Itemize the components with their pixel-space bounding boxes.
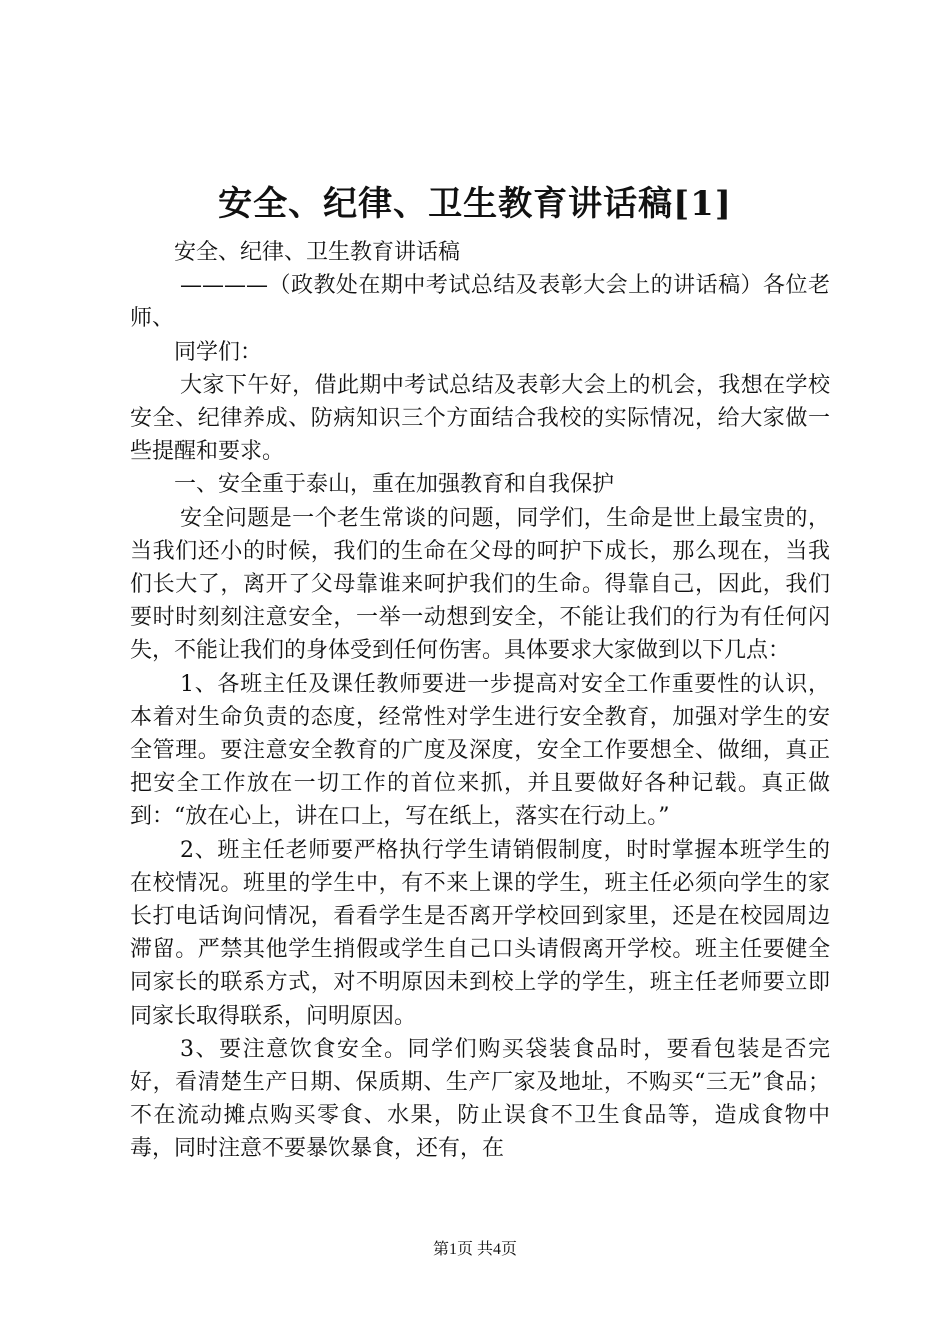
body-paragraph: 大家下午好，借此期中考试总结及表彰大会上的机会，我想在学校安全、纪律养成、防病知识三个方面结合我校的实际情况，给大家做一些提醒和要求。 xyxy=(130,372,830,465)
list-item-paragraph: 3、要注意饮食安全。同学们购买袋装食品时，要看包装是否完好，看清楚生产日期、保质期、生产厂家及地址，不购买“三无”食品；不在流动摊点购买零食、水果，防止误食不卫生食品等，造成食物中毒，同时注意不要暴饮暴食，还有，在 xyxy=(130,1036,830,1162)
page-number-footer: 第1页 共4页 xyxy=(432,1241,517,1258)
list-item-paragraph: 1、各班主任及课任教师要进一步提高对安全工作重要性的认识，本着对生命负责的态度，经常性对学生进行安全教育，加强对学生的安全管理。要注意安全教育的广度及深度，安全工作要想全、做细，真正把安全工作放在一切工作的首位来抓，并且要做好各种记载。真正做到：“放在心上，讲在口上，写在纸上，落实在行动上。” xyxy=(130,671,830,830)
salutation-paragraph: ————（政教处在期中考试总结及表彰大会上的讲话稿）各位老师、 xyxy=(130,273,830,332)
section-heading: 一、安全重于泰山，重在加强教育和自我保护 xyxy=(174,472,615,498)
document-title: 安全、纪律、卫生教育讲话稿[1] xyxy=(218,184,732,224)
body-paragraph: 安全问题是一个老生常谈的问题，同学们，生命是世上最宝贵的，当我们还小的时候，我们的生命在父母的呵护下成长，那么现在，当我们长大了，离开了父母靠谁来呵护我们的生命。得靠自己，因此，我们要时时刻刻注意安全，一举一动想到安全，不能让我们的行为有任何闪失，不能让我们的身体受到任何伤害。具体要求大家做到以下几点： xyxy=(130,505,830,664)
list-item-paragraph: 2、班主任老师要严格执行学生请销假制度，时时掌握本班学生的在校情况。班里的学生中，有不来上课的学生，班主任必须向学生的家长打电话询问情况，看看学生是否离开学校回到家里，还是在校园周边滞留。严禁其他学生捎假或学生自己口头请假离开学校。班主任要健全同家长的联系方式，对不明原因未到校上学的学生，班主任老师要立即同家长取得联系，问明原因。 xyxy=(130,837,830,1029)
document-body xyxy=(130,236,830,1166)
salutation-students: 同学们： xyxy=(174,339,263,365)
subtitle-paragraph: 安全、纪律、卫生教育讲话稿 xyxy=(174,240,461,265)
